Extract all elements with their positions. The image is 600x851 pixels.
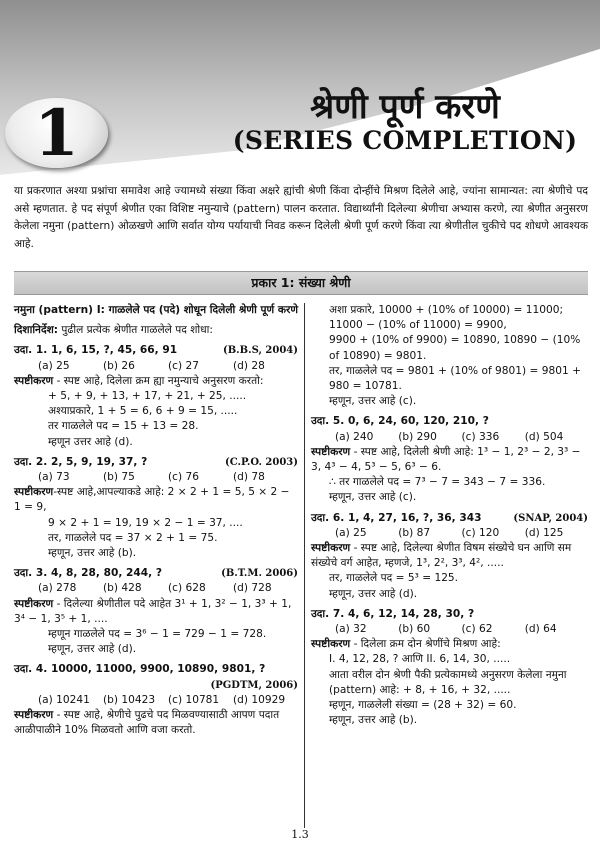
example-question: उदा. 1. 1, 6, 15, ?, 45, 66, 91	[14, 344, 178, 357]
option: (c) 120	[461, 526, 500, 539]
option: (b) 87	[398, 526, 431, 539]
explanation-line: म्हणून, उत्तर आहे (d).	[48, 643, 137, 656]
example-5	[311, 414, 588, 505]
example-2	[14, 455, 298, 561]
page-number: 1.3	[291, 828, 309, 841]
directions-text: पुढील प्रत्येक श्रेणीत गाळलेले पद शोधा:	[58, 324, 213, 337]
explanation-line: तर गाळलेले पद = 15 + 13 = 28.	[48, 420, 199, 433]
directions	[14, 323, 298, 338]
example-source: (B.T.M. 2006)	[221, 568, 298, 580]
example-question: उदा. 3. 4, 8, 28, 80, 244, ?	[14, 567, 163, 580]
example-source: (SNAP, 2004)	[513, 512, 588, 524]
explanation-label: स्पष्टीकरण	[311, 445, 351, 458]
explanation-line: म्हणून, उत्तर आहे (d).	[329, 587, 418, 600]
explanation-line: म्हणून, उत्तर आहे (c).	[329, 395, 417, 408]
column-divider	[304, 303, 305, 828]
explanation-line: - स्पष्ट आहे, दिलेल्या श्रेणीत विषम संख्येचे घन आणि सम संख्येचे वर्ग आहेत, म्हणजे, 1³, 2², 3³, 4², .....	[311, 542, 572, 570]
option: (b) 75	[103, 471, 135, 484]
explanation-line: - स्पष्ट आहे, दिलेली श्रेणी आहे: 1³ − 1, 2³ − 2, 3³ − 3, 4³ − 4, 5³ − 5, 6³ − 6.	[311, 445, 581, 474]
explanation-line: म्हणून, उत्तर आहे (b).	[48, 547, 137, 560]
option: (a) 73	[38, 471, 70, 484]
explanation-line: तर, गाळलेले पद = 9801 + (10% of 9801) = 9801 + 980 = 10781.	[329, 364, 581, 393]
option: (c) 76	[168, 471, 199, 484]
explanation-line: म्हणून गाळलेले पद = 3⁶ − 1 = 729 − 1 = 728.	[48, 628, 267, 641]
option: (a) 32	[335, 623, 367, 636]
example-question: उदा. 4. 10000, 11000, 9900, 10890, 9801, ?	[14, 663, 266, 676]
explanation-label: स्पष्टीकरण	[311, 638, 351, 651]
option: (a) 10241	[38, 693, 90, 706]
chapter-badge	[5, 96, 108, 171]
option: (c) 10781	[168, 693, 220, 706]
explanation-line: + 5, + 9, + 13, + 17, + 21, + 25, .....	[48, 390, 247, 403]
explanation-label: स्पष्टीकरण	[14, 709, 54, 722]
explanation-line: 11000 − (10% of 11000) = 9900,	[329, 319, 507, 332]
example-question: उदा. 6. 1, 4, 27, 16, ?, 36, 343	[311, 511, 482, 524]
option: (b) 26	[103, 359, 135, 372]
option: (c) 336	[461, 430, 500, 443]
explanation-line: - दिलेल्या श्रेणीतील पदे आहेत 3¹ + 1, 3² − 1, 3³ + 1, 3⁴ − 1, 3⁵ + 1, ....	[14, 597, 292, 625]
chapter-number: 1	[34, 96, 79, 171]
example-question: उदा. 5. 0, 6, 24, 60, 120, 210, ?	[311, 415, 489, 428]
explanation-label: स्पष्टीकरण	[14, 374, 54, 387]
explanation-label: स्पष्टीकरण	[14, 597, 54, 610]
right-column	[311, 303, 588, 728]
directions-label: दिशानिर्देश:	[14, 324, 59, 337]
intro-paragraph: या प्रकरणात अश्या प्रश्नांचा समावेश आहे ज्यामध्ये संख्या किंवा अक्षरे ह्यांची श्रेणी किंवा दोन्हींचे मिश्रण दिलेले आहे, ज्यांना सामान्यत: त्या श्रेणीचे पद असे म्हणतात. हे पद संपूर्ण श्रेणीत एका विशिष्ट नमुन्याचे (pattern) पालन करतात. विद्यार्थ्यांनी दिलेल्या श्रेणीचा अभ्यास करणे, त्या श्रेणीत अनुसरण केलेला नमुना (pattern) ओळखणे आणि सर्वात योग्य पर्यायाची निवड करून दिलेली श्रेणी पूर्ण करणे किंवा त्या श्रेणीतील चुकीचे पद शोधणे आवश्यक आहे.	[14, 185, 588, 250]
option: (d) 28	[233, 359, 265, 372]
example-6	[311, 511, 588, 602]
example-source: (PGDTM, 2006)	[210, 679, 298, 691]
explanation-line: I. 4, 12, 28, ? आणि II. 6, 14, 30, .....	[329, 653, 511, 666]
explanation-line: म्हणून, उत्तर आहे (c).	[329, 491, 417, 504]
option: (b) 290	[398, 430, 437, 443]
explanation-line: अश्याप्रकारे, 1 + 5 = 6, 6 + 9 = 15, .....	[48, 405, 238, 418]
example-source: (B.B.S, 2004)	[223, 345, 298, 357]
explanation-label: स्पष्टीकरण	[14, 486, 54, 499]
explanation-line: 9900 + (10% of 9900) = 10890, 10890 − (10% of 10890) = 9801.	[329, 334, 581, 362]
option: (d) 78	[233, 471, 265, 484]
option: (a) 25	[38, 359, 70, 372]
option: (a) 278	[38, 582, 77, 595]
chapter-subtitle: (SERIES COMPLETION)	[232, 126, 578, 155]
example-1	[14, 343, 298, 449]
option: (a) 25	[335, 526, 367, 539]
example-4-continued	[311, 303, 588, 409]
explanation-line: -स्पष्ट आहे,आपल्याकडे आहे: 2 × 2 + 1 = 5, 5 × 2 − 1 = 9,	[14, 486, 290, 514]
explanation-line: आता वरील दोन श्रेणी पैकी प्रत्येकामध्ये अनुसरण केलेला नमुना (pattern) आहे: + 8, + 16, + 32, .....	[329, 668, 567, 696]
explanation-line: ∴ तर गाळलेले पद = 7³ − 7 = 343 − 7 = 336.	[329, 476, 546, 489]
option: (c) 62	[461, 623, 493, 636]
option: (b) 10423	[103, 693, 156, 706]
explanation-line: - दिलेला क्रम दोन श्रेणींचे मिश्रण आहे:	[353, 638, 501, 651]
explanation-line: तर, गाळलेले पद = 37 × 2 + 1 = 75.	[48, 531, 218, 544]
left-column	[14, 303, 298, 738]
example-source: (C.P.O. 2003)	[225, 456, 298, 468]
option: (a) 240	[335, 430, 374, 443]
example-question: उदा. 2. 2, 5, 9, 19, 37, ?	[14, 455, 148, 468]
explanation-line: म्हणून, उत्तर आहे (b).	[329, 714, 418, 727]
option: (c) 628	[168, 582, 206, 595]
pattern-heading: नमुना (pattern) I: गाळलेले पद (पदे) शोधून दिलेली श्रेणी पूर्ण करणे	[14, 304, 299, 316]
explanation-line: तर, गाळलेले पद = 5³ = 125.	[329, 572, 459, 585]
option: (b) 428	[103, 582, 142, 595]
explanation-line: 9 × 2 + 1 = 19, 19 × 2 − 1 = 37, ....	[48, 516, 243, 529]
explanation-line: म्हणून उत्तर आहे (d).	[48, 435, 133, 448]
explanation-label: स्पष्टीकरण	[311, 542, 351, 555]
example-4	[14, 662, 298, 738]
section-heading: प्रकार 1: संख्या श्रेणी	[14, 271, 588, 295]
explanation-line: म्हणून, गाळलेली संख्या = (28 + 32) = 60.	[329, 699, 517, 712]
example-7	[311, 607, 588, 729]
option: (c) 27	[168, 359, 199, 372]
example-question: उदा. 7. 4, 6, 12, 14, 28, 30, ?	[311, 607, 475, 620]
option: (b) 60	[398, 623, 431, 636]
explanation-line: - स्पष्ट आहे, दिलेला क्रम ह्या नमुन्याचे अनुसरण करतो:	[56, 374, 264, 387]
option: (d) 125	[524, 526, 564, 539]
option: (d) 10929	[233, 693, 286, 706]
chapter-title: श्रेणी पूर्ण करणे	[310, 87, 500, 127]
explanation-line: अशा प्रकारे, 10000 + (10% of 10000) = 11000;	[329, 304, 564, 316]
explanation-line: - स्पष्ट आहे, श्रेणीचे पुढचे पद मिळवण्यासाठी आपण पदात आळीपाळीने 10% मिळवतो आणि वजा करतो.	[14, 709, 280, 737]
option: (d) 504	[524, 430, 564, 443]
option: (d) 728	[233, 582, 272, 595]
example-3	[14, 566, 298, 657]
option: (d) 64	[524, 623, 557, 636]
